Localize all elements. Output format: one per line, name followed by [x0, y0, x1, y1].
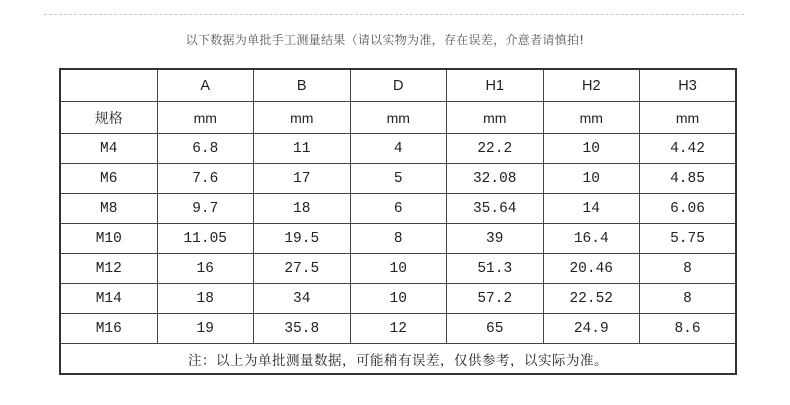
value-cell: 8	[640, 254, 737, 284]
value-cell: 35.8	[254, 314, 351, 344]
table-row	[60, 194, 736, 224]
table-row	[60, 134, 736, 164]
top-divider	[44, 14, 744, 15]
size-cell: M12	[60, 254, 157, 284]
value-cell: 12	[350, 314, 447, 344]
value-cell: 8	[350, 224, 447, 254]
value-cell: 19	[157, 314, 254, 344]
value-cell: 8	[640, 284, 737, 314]
value-cell: 65	[447, 314, 544, 344]
value-cell: 6	[350, 194, 447, 224]
value-cell: 32.08	[447, 164, 544, 194]
size-cell: M16	[60, 314, 157, 344]
value-cell: 34	[254, 284, 351, 314]
column-header: H3	[640, 69, 737, 102]
footnote-row	[60, 344, 736, 375]
value-cell: 39	[447, 224, 544, 254]
unit-cell: mm	[640, 102, 737, 134]
unit-cell: mm	[157, 102, 254, 134]
value-cell: 18	[157, 284, 254, 314]
value-cell: 20.46	[543, 254, 640, 284]
value-cell: 16.4	[543, 224, 640, 254]
value-cell: 11	[254, 134, 351, 164]
value-cell: 24.9	[543, 314, 640, 344]
value-cell: 10	[543, 134, 640, 164]
unit-cell: mm	[447, 102, 544, 134]
value-cell: 17	[254, 164, 351, 194]
value-cell: 4.42	[640, 134, 737, 164]
value-cell: 35.64	[447, 194, 544, 224]
unit-row	[60, 102, 736, 134]
value-cell: 9.7	[157, 194, 254, 224]
column-header: B	[254, 69, 351, 102]
value-cell: 22.2	[447, 134, 544, 164]
value-cell: 10	[543, 164, 640, 194]
value-cell: 4	[350, 134, 447, 164]
size-cell: M14	[60, 284, 157, 314]
size-cell: M8	[60, 194, 157, 224]
value-cell: 11.05	[157, 224, 254, 254]
unit-cell: mm	[543, 102, 640, 134]
column-header: H1	[447, 69, 544, 102]
value-cell: 5	[350, 164, 447, 194]
table-footnote: 注：以上为单批测量数据，可能稍有误差，仅供参考，以实际为准。	[60, 344, 736, 375]
value-cell: 18	[254, 194, 351, 224]
spec-table	[59, 68, 737, 375]
value-cell: 6.8	[157, 134, 254, 164]
header-corner	[60, 69, 157, 102]
value-cell: 14	[543, 194, 640, 224]
value-cell: 57.2	[447, 284, 544, 314]
measurement-notice: 以下数据为单批手工测量结果（请以实物为准，存在误差，介意者请慎拍!	[185, 33, 585, 47]
table-row	[60, 254, 736, 284]
unit-cell: mm	[350, 102, 447, 134]
header-row	[60, 69, 736, 102]
value-cell: 7.6	[157, 164, 254, 194]
value-cell: 4.85	[640, 164, 737, 194]
value-cell: 51.3	[447, 254, 544, 284]
unit-cell: mm	[254, 102, 351, 134]
size-cell: M10	[60, 224, 157, 254]
value-cell: 6.06	[640, 194, 737, 224]
spec-label: 规格	[60, 102, 157, 134]
value-cell: 10	[350, 284, 447, 314]
table-row	[60, 164, 736, 194]
value-cell: 22.52	[543, 284, 640, 314]
value-cell: 27.5	[254, 254, 351, 284]
value-cell: 10	[350, 254, 447, 284]
value-cell: 19.5	[254, 224, 351, 254]
value-cell: 5.75	[640, 224, 737, 254]
column-header: H2	[543, 69, 640, 102]
size-cell: M4	[60, 134, 157, 164]
column-header: D	[350, 69, 447, 102]
value-cell: 8.6	[640, 314, 737, 344]
column-header: A	[157, 69, 254, 102]
table-row	[60, 224, 736, 254]
table-row	[60, 314, 736, 344]
size-cell: M6	[60, 164, 157, 194]
table-row	[60, 284, 736, 314]
value-cell: 16	[157, 254, 254, 284]
